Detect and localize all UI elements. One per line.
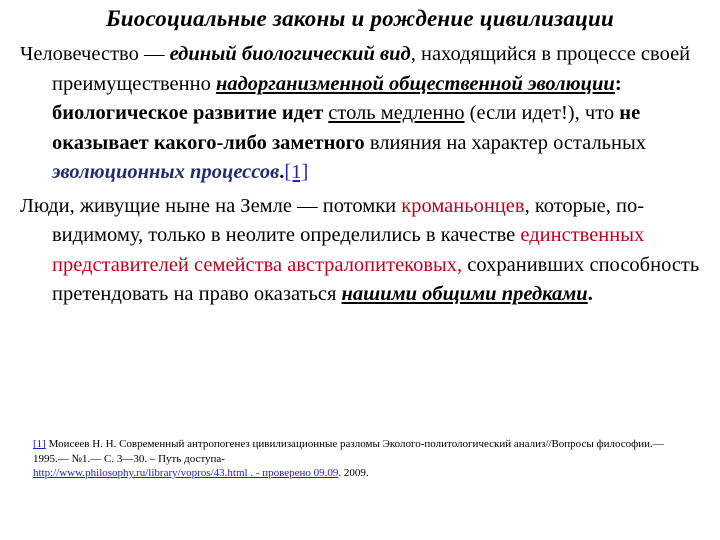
paragraph-humanity <box>20 40 710 188</box>
slide-body <box>20 40 710 314</box>
emphasis-australopithecines: единственных представителей семейства австралопитековых, <box>52 224 645 276</box>
text-span: . <box>279 161 285 183</box>
text-span: : биологическое развитие идет <box>52 72 622 124</box>
slide-title: Биосоциальные законы и рождение цивилизации <box>105 6 615 31</box>
emphasis-single-species: единый биологический вид <box>169 43 411 65</box>
text-span: . <box>587 283 593 305</box>
emphasis-common-ancestors: нашими общими предками <box>341 283 588 305</box>
emphasis-evolutionary: эволюционных <box>52 161 185 183</box>
emphasis-processes: процессов <box>184 161 280 183</box>
text-span: , которые, по-видимому, только в неолите определились в качестве <box>52 194 645 246</box>
footnote-ref-back-link[interactable]: [1] <box>33 438 46 450</box>
text-span: Люди, живущие ныне на Земле — потомки <box>20 194 402 217</box>
text-span: сохранивших способность претендовать на право оказаться <box>52 253 700 305</box>
text-span: влияния на характер остальных <box>364 131 647 154</box>
emphasis-slowly: столь медленно <box>328 102 465 124</box>
footnote-tail: . 2009. <box>338 467 369 479</box>
emphasis-no-influence: не оказывает какого-либо заметного <box>52 102 641 154</box>
text-span: (если идет!), что <box>464 102 620 124</box>
emphasis-cromagnons: кроманьонцев <box>401 194 525 217</box>
text-span: , находящийся в процессе своей преимущественно <box>52 43 691 95</box>
text-span: Человечество — <box>20 43 170 65</box>
paragraph-cromagnon <box>20 192 710 310</box>
footnote-url-link[interactable]: http://www.philosophy.ru/library/vopros/43.html . - проверено 09.09 <box>33 467 339 479</box>
footnote-text: Моисеев Н. Н. Современный антропогенез цивилизационные разломы Эколого-политологический анализ//Вопросы философии.— 1995.— №1.— С. 3—30. – Путь доступа- <box>33 438 664 465</box>
footnote <box>33 437 673 481</box>
footnote-ref-link[interactable]: [1] <box>284 161 309 183</box>
emphasis-social-evolution: надорганизменной общественной эволюции <box>215 72 615 95</box>
